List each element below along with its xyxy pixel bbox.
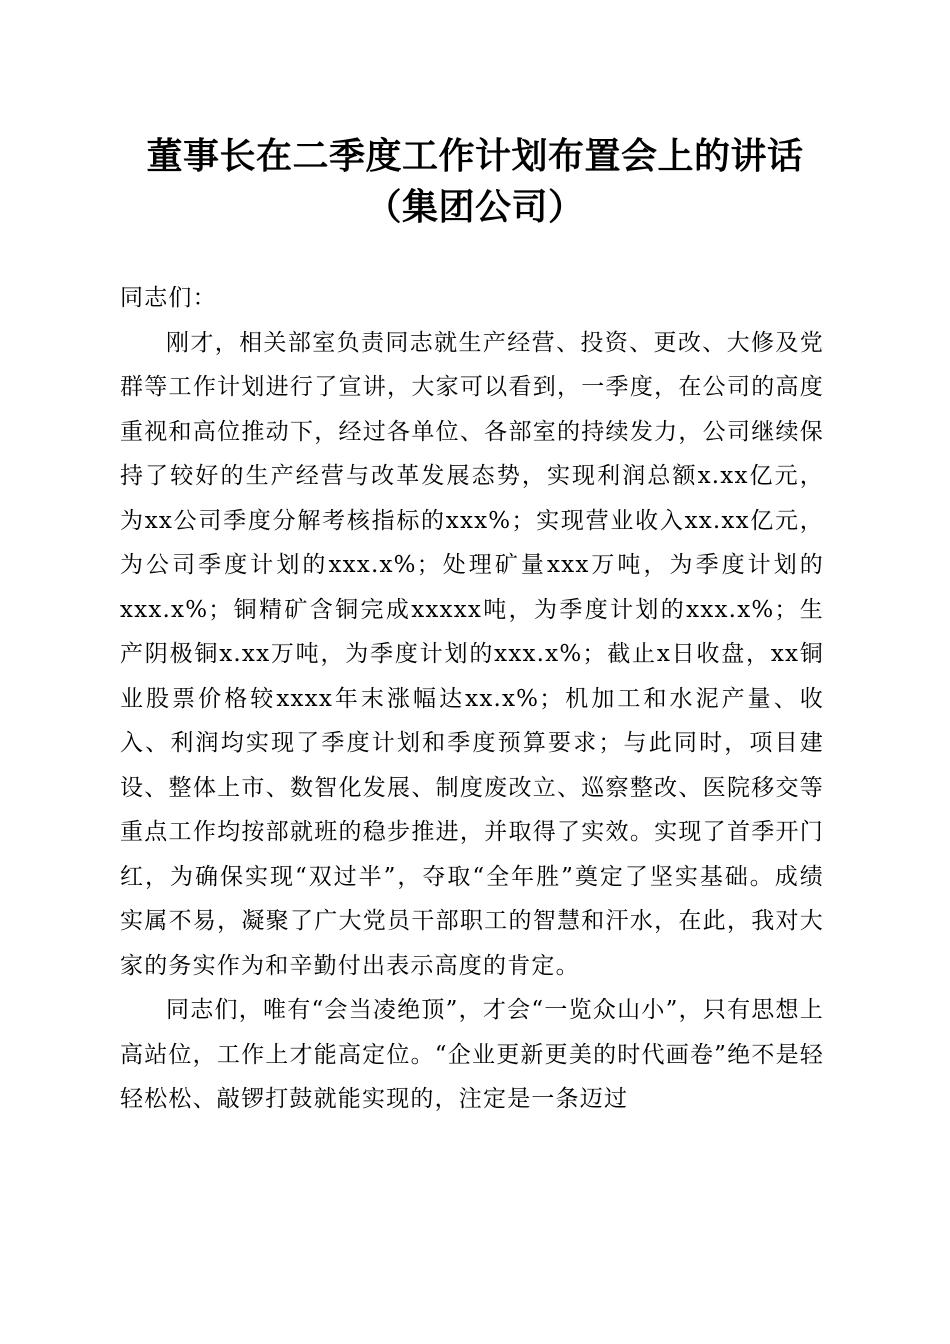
document-body: [120, 276, 824, 1122]
paragraph-1: 刚才，相关部室负责同志就生产经营、投资、更改、大修及党群等工作计划进行了宣讲，大家可以看到，一季度，在公司的高度重视和高位推动下，经过各单位、各部室的持续发力，公司继续保持了较好的生产经营与改革发展态势，实现利润总额x.xx亿元，为xx公司季度分解考核指标的xxx%；实现营业收入xx.xx亿元，为公司季度计划的xxx.x%；处理矿量xxx万吨，为季度计划的xxx.x%；铜精矿含铜完成xxxxx吨，为季度计划的xxx.x%；生产阴极铜x.xx万吨，为季度计划的xxx.x%；截止x日收盘，xx铜业股票价格较xxxx年末涨幅达xx.x%；机加工和水泥产量、收入、利润均实现了季度计划和季度预算要求；与此同时，项目建设、整体上市、数智化发展、制度废改立、巡察整改、医院移交等重点工作均按部就班的稳步推进，并取得了实效。实现了首季开门红，为确保实现“双过半”，夺取“全年胜”奠定了坚实基础。成绩实属不易，凝聚了广大党员干部职工的智慧和汗水，在此，我对大家的务实作为和辛勤付出表示高度的肯定。: [120, 329, 824, 979]
paragraph-2: 同志们，唯有“会当凌绝顶”，才会“一览众山小”，只有思想上高站位，工作上才能高定位。“企业更新更美的时代画卷”绝不是轻轻松松、敲锣打鼓就能实现的，注定是一条迈过: [120, 997, 824, 1112]
salutation: 同志们：: [120, 285, 217, 311]
document-title: 董事长在二季度工作计划布置会上的讲话（集团公司）: [146, 135, 804, 228]
